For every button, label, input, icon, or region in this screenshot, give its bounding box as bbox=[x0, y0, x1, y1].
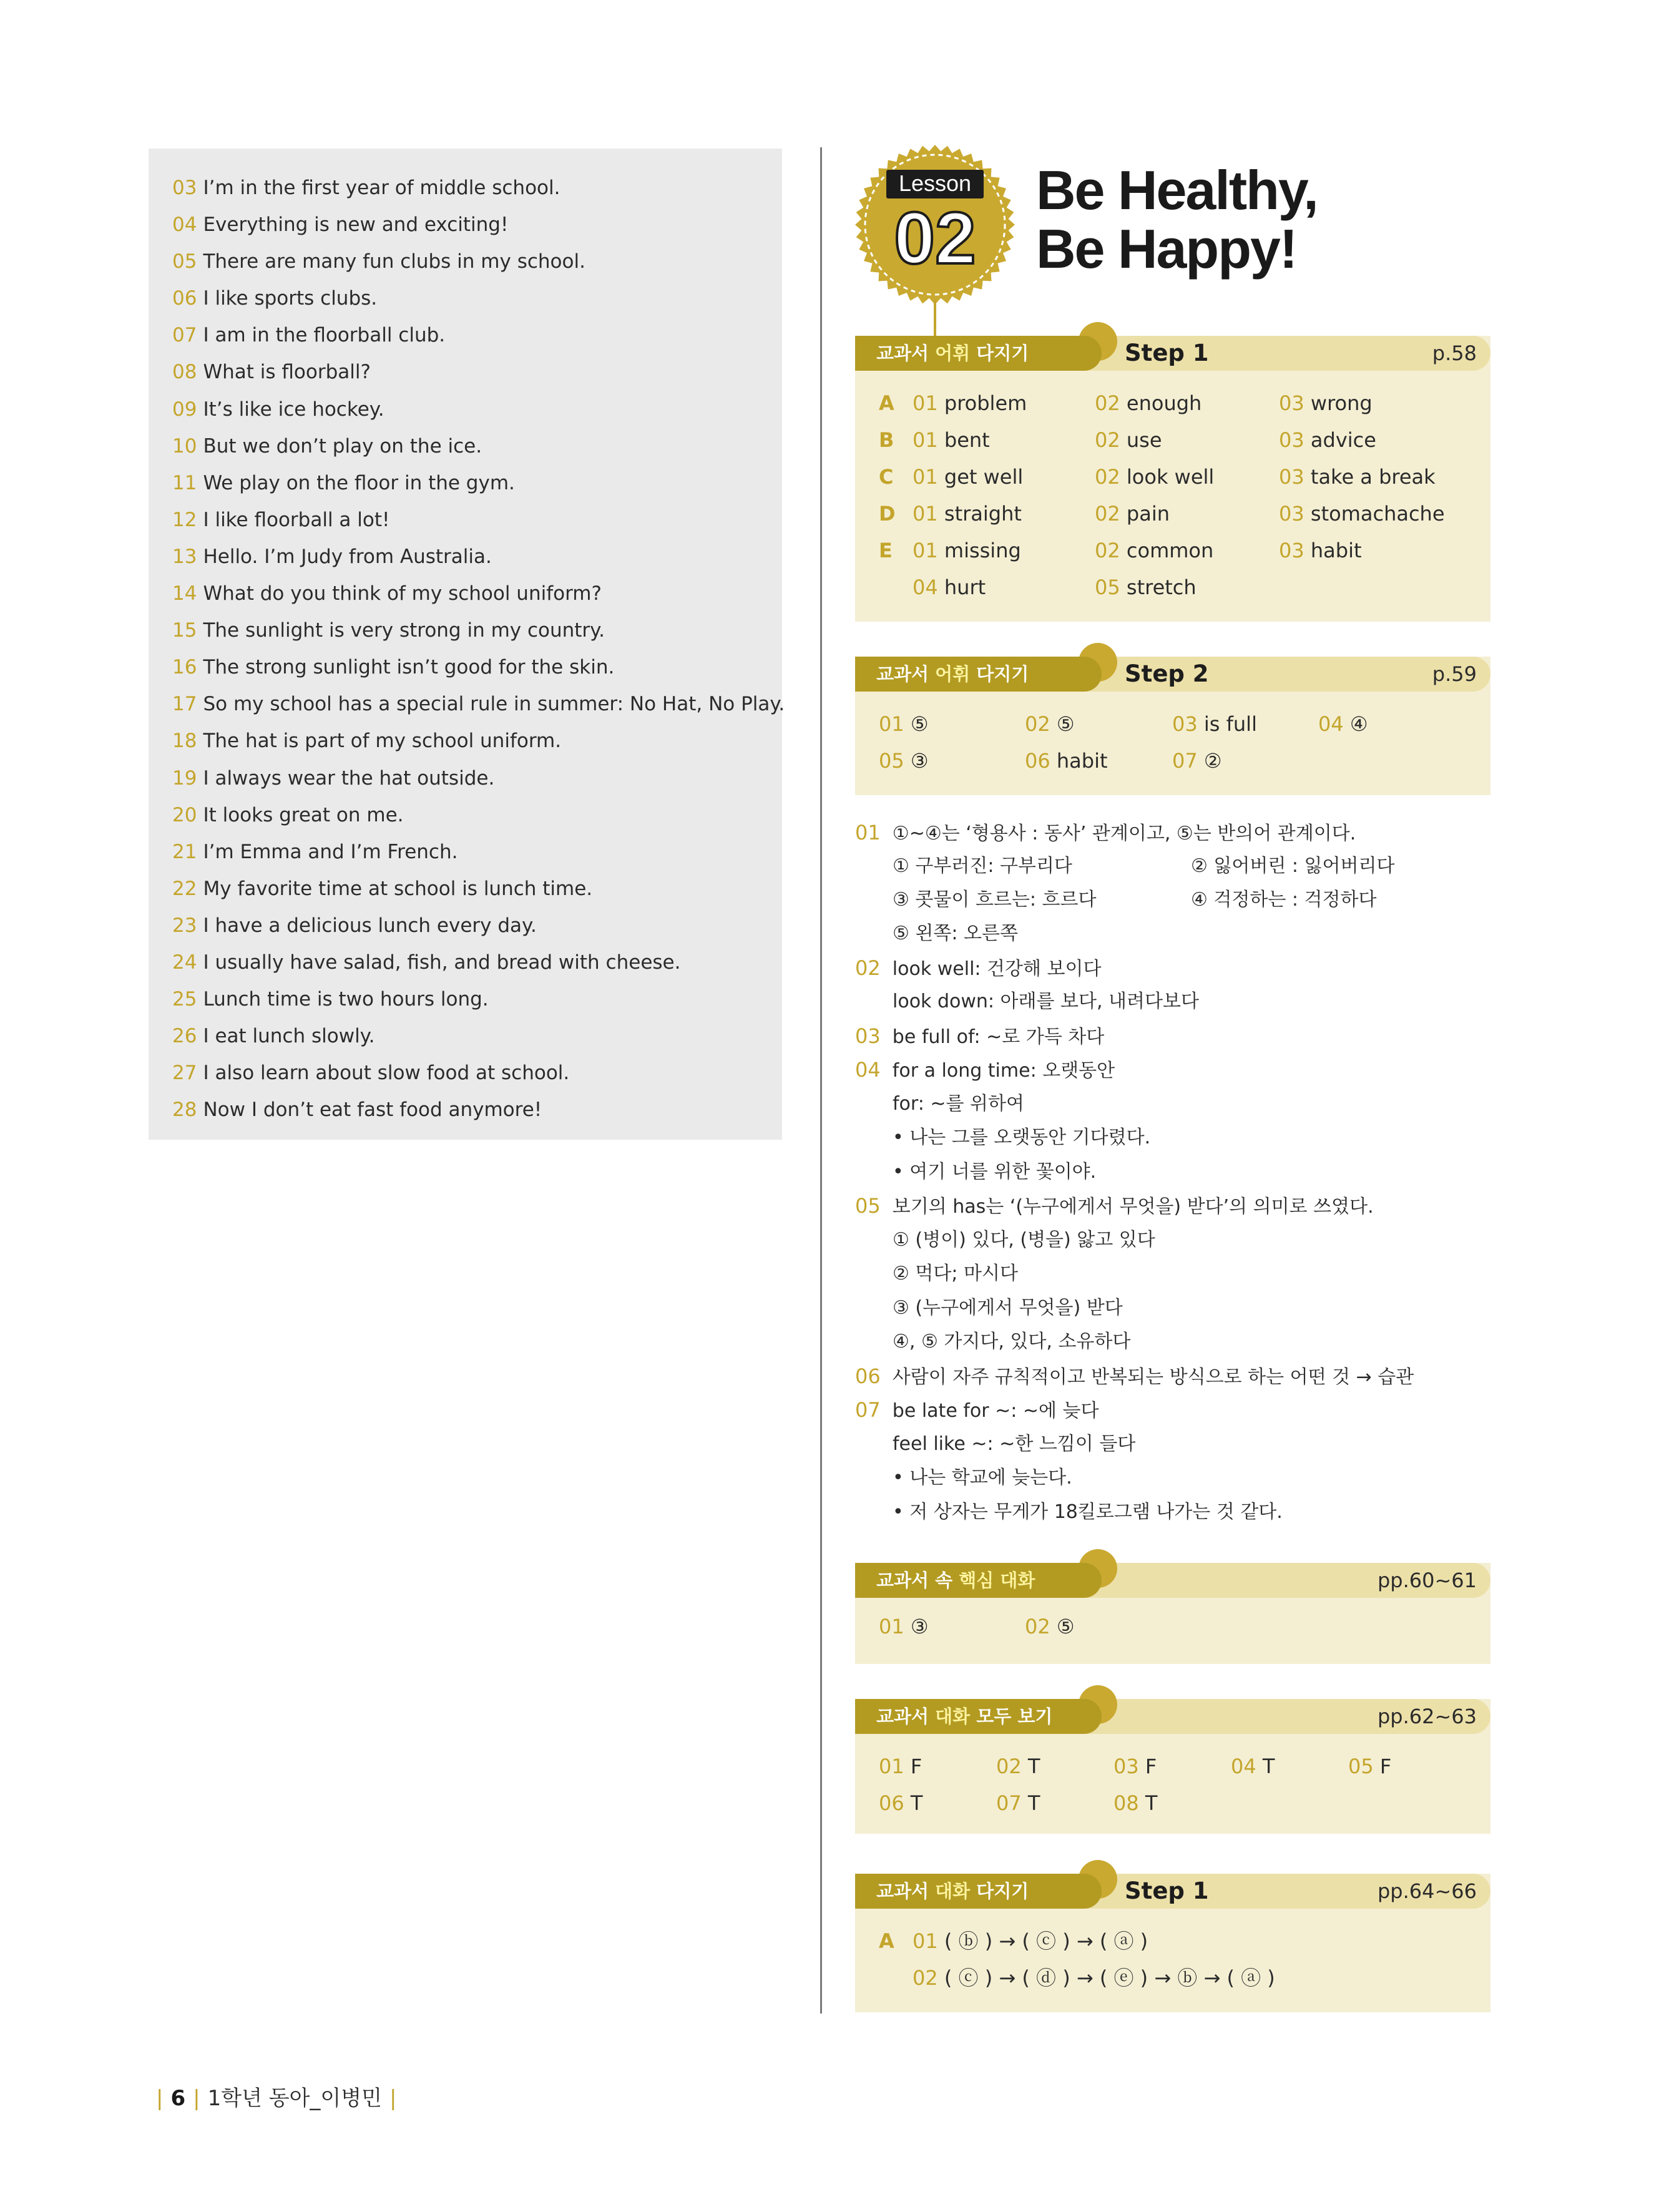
sentence-line bbox=[172, 871, 782, 908]
sentence-line bbox=[172, 575, 782, 612]
sentence-line bbox=[172, 465, 782, 502]
sentence-text: Hello. I’m Judy from Australia. bbox=[203, 545, 492, 568]
sentence-number: 04 bbox=[172, 213, 197, 237]
sentence-text: I have a delicious lunch every day. bbox=[203, 914, 537, 937]
sentence-text: So my school has a special rule in summer: No Hat, No Play. bbox=[203, 693, 785, 716]
sentence-line bbox=[172, 502, 782, 539]
explanation-line: • 여기 너를 위한 꽃이야. bbox=[893, 1161, 1097, 1183]
sentence-text: I also learn about slow food at school. bbox=[203, 1062, 570, 1085]
explanation-line: • 나는 학교에 늦는다. bbox=[893, 1467, 1072, 1489]
explanation-line: ⑤ 왼쪽: 오른쪽 bbox=[893, 922, 1018, 944]
item-letter: A bbox=[879, 1929, 894, 1953]
answer-item: 03 habit bbox=[1279, 539, 1362, 562]
sentence-number: 12 bbox=[172, 508, 197, 531]
sentence-line bbox=[172, 317, 782, 354]
sentence-number: 24 bbox=[172, 951, 197, 974]
dialog-all-section bbox=[855, 1699, 1490, 1834]
sentence-line bbox=[172, 391, 782, 428]
section-tag: 교과서 어휘 다지기 bbox=[855, 336, 1102, 371]
sentence-line bbox=[172, 170, 782, 207]
step-label: Step 1 bbox=[1125, 1877, 1209, 1904]
sentence-number: 26 bbox=[172, 1025, 197, 1048]
sentence-text: But we don’t play on the ice. bbox=[203, 434, 482, 458]
lesson-number: 02 bbox=[894, 197, 976, 280]
answer-item: 02 use bbox=[1095, 428, 1162, 452]
title-line-2: Be Happy! bbox=[1036, 218, 1297, 280]
section-tag: 교과서 어휘 다지기 bbox=[855, 657, 1102, 692]
sentence-number: 14 bbox=[172, 582, 197, 605]
sentence-text: I like floorball a lot! bbox=[203, 508, 390, 531]
sentence-line bbox=[172, 280, 782, 317]
sentence-text: What do you think of my school uniform? bbox=[203, 582, 602, 605]
answer-item: 05 F bbox=[1348, 1754, 1392, 1778]
sentence-panel bbox=[149, 149, 785, 1140]
sentence-number: 17 bbox=[172, 693, 197, 716]
page-ref: p.58 bbox=[1432, 341, 1477, 365]
sentence-text: The sunlight is very strong in my country. bbox=[203, 619, 605, 642]
sentence-text: There are many fun clubs in my school. bbox=[203, 250, 585, 273]
sentence-text: I’m in the first year of middle school. bbox=[203, 177, 560, 199]
explanation-line: ② 잃어버린 : 잃어버리다 bbox=[1191, 855, 1395, 877]
sentence-text: I usually have salad, fish, and bread with cheese. bbox=[203, 951, 681, 974]
answer-item: 02 ⑤ bbox=[1025, 1615, 1075, 1638]
page-ref: pp.60~61 bbox=[1377, 1568, 1477, 1592]
answer-item: 08 T bbox=[1113, 1791, 1158, 1815]
answer-item: 04 T bbox=[1231, 1754, 1275, 1778]
answer-item: 01 F bbox=[879, 1754, 922, 1778]
sentence-text: Now I don’t eat fast food anymore! bbox=[203, 1099, 542, 1122]
answer-item: 02 pain bbox=[1095, 502, 1170, 526]
sentence-text: My favorite time at school is lunch time. bbox=[203, 877, 593, 900]
explanation-line: 04 for a long time: 오랫동안 bbox=[855, 1058, 1115, 1082]
explanation-line: ① (병이) 있다, (병을) 앓고 있다 bbox=[893, 1229, 1155, 1251]
title-line-1: Be Healthy, bbox=[1036, 159, 1318, 221]
explanation-line: 03 be full of: ~로 가득 차다 bbox=[855, 1024, 1105, 1048]
explanation-line: 02 look well: 건강해 보이다 bbox=[855, 956, 1102, 980]
sentence-number: 27 bbox=[172, 1062, 197, 1085]
item-letter: C bbox=[879, 465, 894, 489]
answer-item: 01 missing bbox=[913, 539, 1021, 562]
explanation-line: look down: 아래를 보다, 내려다보다 bbox=[893, 991, 1199, 1012]
explanation-line: 06 사람이 자주 규칙적이고 반복되는 방식으로 하는 어떤 것 → 습관 bbox=[855, 1364, 1414, 1388]
sentence-text: I eat lunch slowly. bbox=[203, 1025, 375, 1048]
sentence-line bbox=[172, 354, 782, 391]
page-footer: | 6 | 1학년 동아_이병민 | bbox=[156, 2086, 397, 2111]
sentence-number: 28 bbox=[172, 1099, 197, 1122]
answer-item: 04 hurt bbox=[913, 575, 986, 599]
sentence-number: 16 bbox=[172, 656, 197, 679]
answer-item: 01 bent bbox=[913, 428, 990, 452]
explanation-line: ① 구부러진: 구부리다 bbox=[893, 855, 1072, 877]
sentence-line bbox=[172, 760, 782, 797]
answer-item: 01 straight bbox=[913, 502, 1022, 526]
sentence-line bbox=[172, 723, 782, 760]
sentence-number: 18 bbox=[172, 730, 197, 753]
sentence-number: 19 bbox=[172, 766, 197, 790]
item-letter: E bbox=[879, 539, 893, 562]
answer-item: 01 ⑤ bbox=[879, 712, 929, 736]
vocab-step2-section bbox=[855, 657, 1490, 795]
sentence-line bbox=[172, 1092, 782, 1128]
section-tag: 교과서 대화 모두 보기 bbox=[855, 1699, 1102, 1734]
answer-item: 02 ( ⓒ ) → ( ⓓ ) → ( ⓔ ) → ⓑ → ( ⓐ ) bbox=[913, 1966, 1275, 1990]
sentence-text: The hat is part of my school uniform. bbox=[203, 730, 562, 753]
sentence-line bbox=[172, 686, 785, 723]
sentence-number: 20 bbox=[172, 803, 197, 826]
explanation-line: ④, ⑤ 가지다, 있다, 소유하다 bbox=[893, 1331, 1131, 1353]
step-label: Step 2 bbox=[1125, 660, 1209, 687]
sentence-text: What is floorball? bbox=[203, 361, 371, 384]
sentence-number: 21 bbox=[172, 840, 197, 863]
sentence-text: Lunch time is two hours long. bbox=[203, 988, 489, 1011]
sentence-line bbox=[172, 428, 782, 465]
sentence-text: I’m Emma and I’m French. bbox=[203, 840, 458, 863]
sentence-number: 25 bbox=[172, 988, 197, 1011]
sentence-line bbox=[172, 1018, 782, 1055]
sentence-line bbox=[172, 908, 782, 944]
sentence-line bbox=[172, 243, 782, 280]
answer-item: 03 F bbox=[1113, 1754, 1157, 1778]
sentence-text: We play on the floor in the gym. bbox=[203, 471, 515, 494]
page-ref: pp.62~63 bbox=[1377, 1705, 1477, 1728]
answer-item: 06 habit bbox=[1025, 749, 1108, 773]
explanation-line: 05 보기의 has는 ‘(누구에게서 무엇을) 받다’의 의미로 쓰였다. bbox=[855, 1194, 1374, 1218]
sentence-line bbox=[172, 539, 782, 575]
answer-item: 01 ( ⓑ ) → ( ⓒ ) → ( ⓐ ) bbox=[913, 1929, 1148, 1953]
answer-item: 02 common bbox=[1095, 539, 1214, 562]
answer-item: 07 ② bbox=[1172, 749, 1222, 773]
sentence-number: 22 bbox=[172, 877, 197, 900]
sentence-text: I like sports clubs. bbox=[203, 287, 378, 310]
sentence-number: 09 bbox=[172, 398, 197, 421]
answer-item: 07 T bbox=[996, 1791, 1040, 1815]
sentence-number: 23 bbox=[172, 914, 197, 937]
sentence-number: 11 bbox=[172, 471, 197, 494]
page-number: 6 bbox=[170, 2086, 186, 2111]
answer-item: 03 wrong bbox=[1279, 391, 1373, 415]
sentence-line bbox=[172, 834, 782, 871]
vocab-step1-section bbox=[855, 336, 1490, 622]
answer-item: 01 get well bbox=[913, 465, 1024, 489]
answer-item: 03 take a break bbox=[1279, 465, 1436, 489]
sentence-number: 08 bbox=[172, 361, 197, 384]
section-tag: 교과서 속 핵심 대화 bbox=[855, 1563, 1102, 1598]
step-label: Step 1 bbox=[1125, 340, 1209, 366]
answer-item: 05 ③ bbox=[879, 749, 929, 773]
explanation-line: ② 먹다; 마시다 bbox=[893, 1263, 1018, 1285]
sentence-line bbox=[172, 612, 782, 649]
answer-item: 05 stretch bbox=[1095, 575, 1197, 599]
sentence-number: 15 bbox=[172, 619, 197, 642]
sentence-text: I am in the floorball club. bbox=[203, 324, 446, 347]
section-tag: 교과서 대화 다지기 bbox=[855, 1874, 1102, 1909]
answer-item: 03 is full bbox=[1172, 712, 1257, 736]
column-divider bbox=[820, 147, 822, 2014]
sentence-text: It’s like ice hockey. bbox=[203, 398, 384, 421]
sentence-number: 13 bbox=[172, 545, 197, 568]
sentence-line bbox=[172, 981, 782, 1018]
footer-text: 1학년 동아_이병민 bbox=[207, 2086, 382, 2111]
item-letter: D bbox=[879, 502, 896, 526]
sentence-number: 03 bbox=[172, 177, 197, 199]
answer-item: 01 problem bbox=[913, 391, 1027, 415]
explanation-line: feel like ~: ~한 느낌이 들다 bbox=[893, 1433, 1136, 1455]
sentence-text: Everything is new and exciting! bbox=[203, 213, 509, 237]
sentence-line bbox=[172, 207, 782, 243]
answer-item: 03 advice bbox=[1279, 428, 1376, 452]
lesson-label: Lesson bbox=[898, 170, 972, 196]
answer-item: 02 enough bbox=[1095, 391, 1202, 415]
sentence-text: The strong sunlight isn’t good for the skin. bbox=[203, 656, 615, 679]
item-letter: B bbox=[879, 428, 894, 452]
answer-item: 06 T bbox=[879, 1791, 923, 1815]
sentence-line bbox=[172, 649, 782, 686]
answer-item: 04 ④ bbox=[1318, 712, 1368, 736]
dialog-step1-section bbox=[855, 1874, 1490, 2012]
sentence-line bbox=[172, 944, 782, 981]
explanation-line: for: ~를 위하여 bbox=[893, 1093, 1024, 1115]
explanation-line: 07 be late for ~: ~에 늦다 bbox=[855, 1398, 1099, 1422]
answer-item: 03 stomachache bbox=[1279, 502, 1445, 526]
explanation-line: 01 ①~④는 ‘형용사 : 동사’ 관계이고, ⑤는 반의어 관계이다. bbox=[855, 821, 1356, 844]
page-ref: p.59 bbox=[1432, 662, 1477, 686]
sentence-number: 10 bbox=[172, 434, 197, 458]
core-dialog-section bbox=[855, 1563, 1490, 1664]
page-ref: pp.64~66 bbox=[1377, 1879, 1477, 1903]
item-letter: A bbox=[879, 391, 894, 415]
sentence-line bbox=[172, 1055, 782, 1092]
explanation-line: • 저 상자는 무게가 18킬로그램 나가는 것 같다. bbox=[893, 1501, 1283, 1523]
sentence-number: 07 bbox=[172, 324, 197, 347]
answer-item: 02 ⑤ bbox=[1025, 712, 1075, 736]
explanation-line: ③ 콧물이 흐르는: 흐르다 bbox=[893, 889, 1097, 911]
explanation-line: • 나는 그를 오랫동안 기다렸다. bbox=[893, 1127, 1151, 1148]
lesson-badge bbox=[855, 145, 1015, 305]
sentence-text: It looks great on me. bbox=[203, 803, 404, 826]
answer-item: 02 T bbox=[996, 1754, 1040, 1778]
lesson-title bbox=[1036, 161, 1318, 278]
answer-item: 02 look well bbox=[1095, 465, 1215, 489]
explanation-line: ③ (누구에게서 무엇을) 받다 bbox=[893, 1297, 1123, 1319]
sentence-line bbox=[172, 797, 782, 834]
explanation-line: ④ 걱정하는 : 걱정하다 bbox=[1191, 889, 1377, 911]
answer-item: 01 ③ bbox=[879, 1615, 929, 1638]
sentence-number: 06 bbox=[172, 287, 197, 310]
sentence-number: 05 bbox=[172, 250, 197, 273]
sentence-text: I always wear the hat outside. bbox=[203, 766, 495, 790]
